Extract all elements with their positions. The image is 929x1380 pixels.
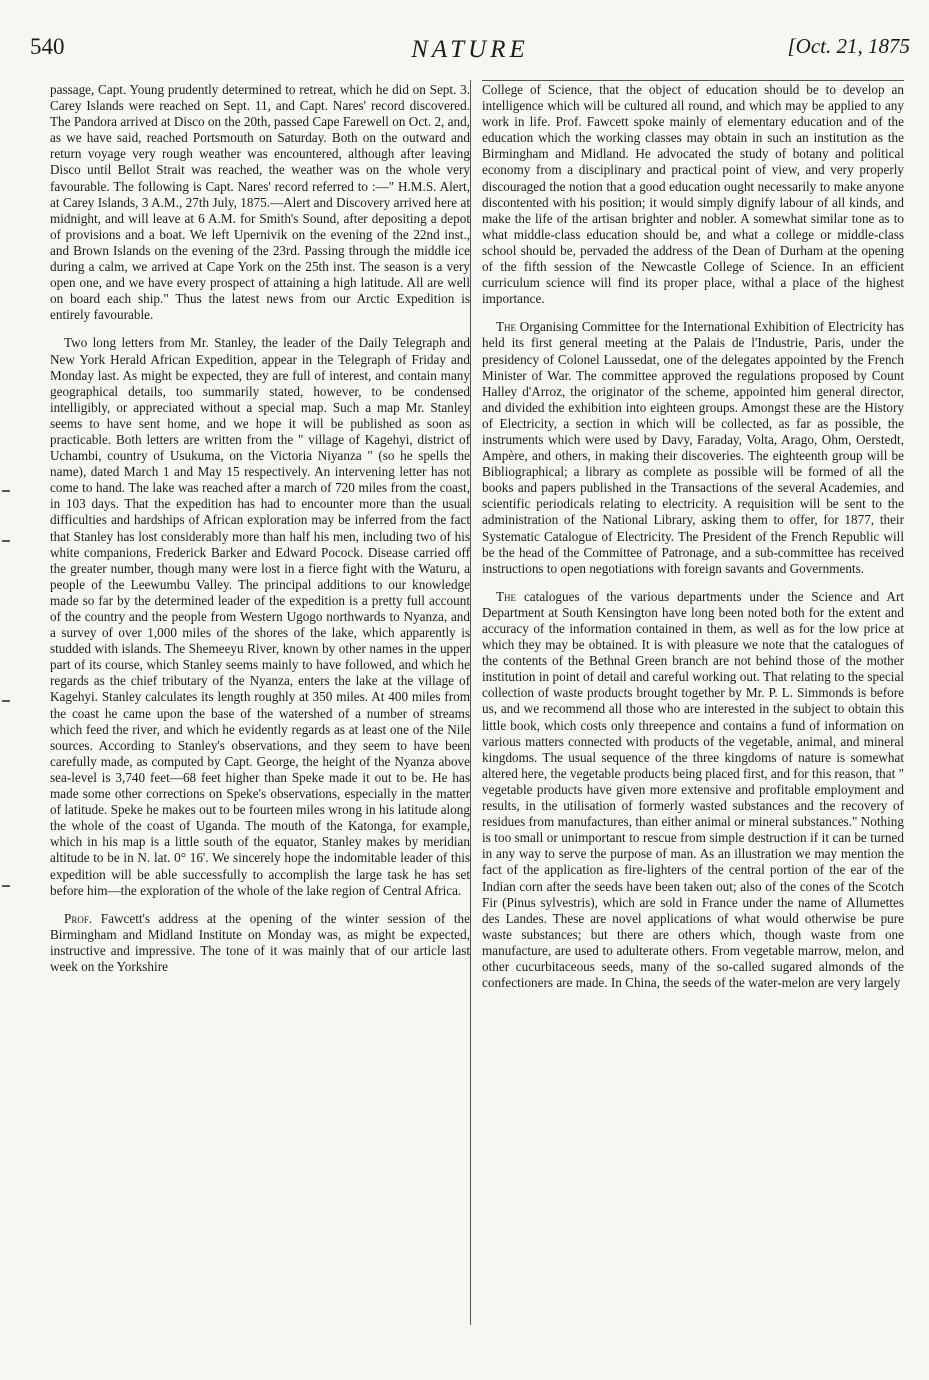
header-rule: [482, 80, 904, 81]
left-column: [50, 82, 470, 987]
paragraph-body: catalogues of the various departments under the Science and Art Department at South Kensington have long been noted both for the extent and accuracy of the information contained in them, as well as for the low price at which they may be obtained. It is with pleasure we note that the catalogues of the contents of the Bethnal Green branch are not behind those of the mother institution in point of detail and careful working out. That relating to the special collection of waste products brought together by Mr. P. L. Simmonds is before us, and we recommend all those who are interested in the subject to obtain this little book, which costs only threepence and contains a fund of information on various matters connected with products of the vegetable, animal, and mineral kingdoms. The usual sequence of the three kingdoms of nature is somewhat altered here, the vegetable products being placed first, and for this reason, that " vegetable products have given more extensive and profitable employment and results, in the utilisation of formerly wasted substances and the recovery of residues from manufactures, than either animal or mineral substances." Nothing is too small or unimportant to rescue from simple destruction if it can be turned in any way to serve the purpose of man. As an illustration we may mention the fact of the application as fire-lighters of the central portion of the ear of the Indian corn after the seeds have been taken out; also of the cones of the Scotch Fir (Pinus sylvestris), which are sold in France under the name of Allumettes des Landes. These are novel applications of what would otherwise be pure waste substances; but there are others which, though waste from one manufacture, are used to adulterate others. From vegetable marrow, melon, and other cucurbitaceous seeds, many of the so-called sugared almonds of the confectioners are made. In China, the seeds of the water-melon are very largely: [482, 588, 904, 991]
right-column: [482, 82, 904, 1003]
paragraph-body: Organising Committee for the International Exhibition of Electricity has held its first general meeting at the Palais de l'Industrie, Paris, under the presidency of Colonel Laussedat, one of the delegates appointed by the French Minister of War. The committee approved the regulations proposed by Count Halley d'Arroz, the originator of the scheme, appointed him general director, and divided the exhibition into eighteen groups. Amongst these are the History of Electricity, a section in which will be collected, as far as possible, the instruments which were used by Davy, Faraday, Volta, Arago, Ohm, Oerstedt, Ampère, and others, in making their discoveries. The eighteenth group will be Bibliographical; a library as complete as possible will be formed of all the books and papers published in the Transactions of the several Academies, and scientific periodicals relating to electricity. A requisition will be sent to the administration of the National Library, asking them to offer, for 1877, their Systematic Catalogue of Electricity. The President of the French Republic will be the head of the Committee of Patronage, and a sub-committee has received instructions to open negotiations with foreign savants and Governments.: [482, 319, 904, 576]
page-number: 540: [30, 34, 65, 59]
margin-mark: [2, 885, 10, 887]
paragraph-body: Fawcett's address at the opening of the winter session of the Birmingham and Midland Institute on Monday was, as might be expected, instructive and impressive. The tone of it was mainly that of our article last week on the Yorkshire: [50, 910, 470, 974]
running-header: [30, 34, 910, 74]
paragraph-lead: Prof.: [64, 910, 93, 926]
paragraph-lead: The: [496, 319, 517, 335]
column-divider: [470, 80, 471, 1325]
issue-date: [Oct. 21, 1875: [787, 34, 910, 58]
margin-mark: [2, 490, 10, 492]
paragraph-arctic-continued: passage, Capt. Young prudently determined to retreat, which he did on Sept. 3. Carey Islands were reached on Sept. 11, and Capt. Nares' record discovered. The Pandora arrived at Disco on the 20th, passed Cape Farewell on Oct. 2, and, as we have said, reached Portsmouth on Saturday. Both on the outward and return voyage very rough weather was encountered, although after leaving Disco until Bellot Strait was reached, the weather was on the whole very favourable. The following is Capt. Nares' record referred to :—" H.M.S. Alert, at Carey Islands, 3 A.M., 27th July, 1875.—Alert and Discovery arrived here at midnight, and will leave at 6 A.M. for Smith's Sound, after depositing a depot of provisions and a boat. We left Upernivik on the evening of the 22nd inst., and Brown Islands on the evening of the 23rd. Passing through the middle ice during a calm, we arrived at Cape York on the 25th inst. The season is a very open one, and we have every prospect of attaining a high latitude. All are well on board each ship." Thus the latest news from our Arctic Expedition is entirely favourable.: [50, 82, 470, 323]
paragraph-catalogues: [482, 589, 904, 991]
journal-title: NATURE: [411, 36, 529, 63]
margin-mark: [2, 700, 10, 702]
paragraph-fawcett: [50, 911, 470, 975]
paragraph-college-continued: College of Science, that the object of education should be to develop an intelligence which will be cultured all round, and which may be applied to any work in life. Prof. Fawcett spoke mainly of elementary education and of the education which the working classes may obtain in such an institution as the Birmingham and Midland. He advocated the study of botany and political economy from a disciplinary and practical point of view, and very properly discouraged the notion that a good education ought necessarily to make anyone discontented with his position; it would simply dignify labour of all kinds, and make the life of the artisan brighter and nobler. A somewhat similar tone as to what middle-class education should be, and what a college or middle-class school should be, pervaded the address of the Dean of Durham at the opening of the fifth session of the Newcastle College of Science. In an efficient curriculum science will find its proper place, withal a place of the highest importance.: [482, 82, 904, 307]
paragraph-stanley: Two long letters from Mr. Stanley, the leader of the Daily Telegraph and New York Herald African Expedition, appear in the Telegraph of Friday and Monday last. As might be expected, they are full of interest, and contain many geographical details, too summarily stated, however, to be condensed intelligibly, or appreciated without a special map. Such a map Mr. Stanley seems to have sent home, and we hope it will be published as soon as practicable. Both letters are written from the " village of Kagehyi, district of Uchambi, country of Usukuma, on the Victoria Niyanza " (so he spells the name), dated March 1 and May 15 respectively. An intervening letter has not come to hand. The lake was reached after a march of 720 miles from the coast, in 103 days. That the expedition has had to encounter more than the usual difficulties and hardships of African exploration may be inferred from the fact that Stanley has lost considerably more than half his men, including two of his white companions, Frederick Barker and Edward Pocock. Disease carried off the greater number, though many were lost in a fierce fight with the Waturu, a people of the Leewumbu Valley. The principal additions to our knowledge made so far by the determined leader of the expedition is a pretty full account of the country and the people from Western Ugogo northwards to Nyanza, and a survey of over 1,000 miles of the shores of the lake, which apparently is studded with islands. The Shemeeyu River, known by other names in the upper part of its course, which Stanley seems mainly to have followed, and which he regards as the chief tributary of the Nyanza, enters the lake at the village of Kagehyi. Stanley calculates its length roughly at 350 miles. At 400 miles from the coast he came upon the base of the watershed of a number of streams which feed the river, and which he evidently regards as at least one of the Nile sources. According to Stanley's observations, and they seem to have been carefully made, as computed by Capt. George, the height of the Nyanza above sea-level is 3,740 feet—68 feet higher than Speke made it out to be. He has made some other corrections on Speke's observations, especially in the matter of latitude. Speke he makes out to be fourteen miles wrong in his latitude along the whole of the coast of Uganda. The mouth of the Katonga, for example, which in his map is a little south of the equator, Stanley makes by meridian altitude to be in N. lat. 0° 16'. We sincerely hope the indomitable leader of this expedition will be able successfully to accomplish the large task he has set before him—the exploration of the whole of the lake region of Central Africa.: [50, 335, 470, 898]
margin-mark: [2, 540, 10, 542]
paragraph-lead: The: [496, 588, 517, 604]
paragraph-electricity-exhibition: [482, 319, 904, 577]
